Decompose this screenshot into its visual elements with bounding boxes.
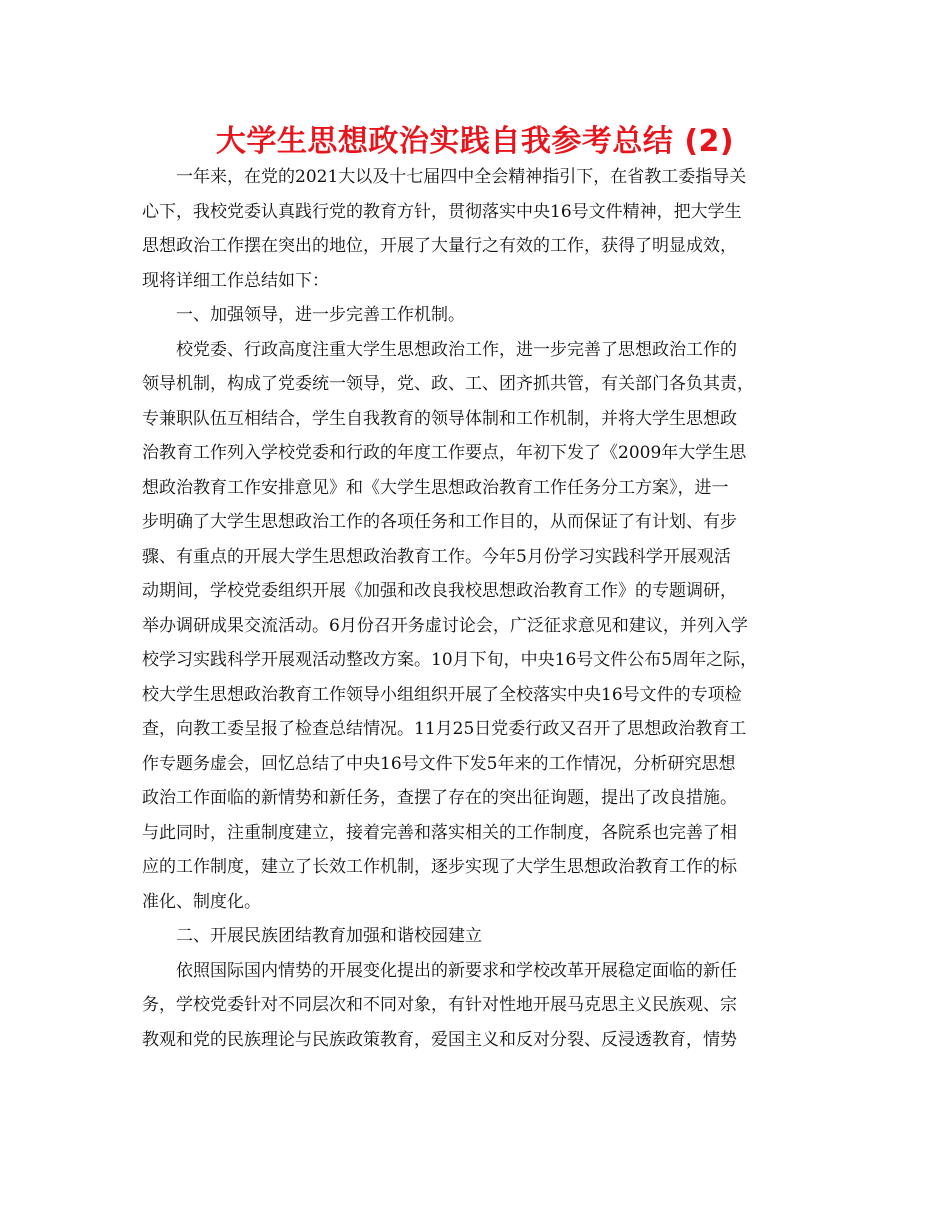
text-line: 思想政治工作摆在突出的地位，开展了大量行之有效的工作，获得了明显成效， xyxy=(142,236,737,256)
text-line: 教观和党的民族理论与民族政策教育，爱国主义和反对分裂、反浸透教育，情势 xyxy=(142,1029,737,1050)
text-line: 一、加强领导，进一步完善工作机制。 xyxy=(176,305,465,325)
document-title: 大学生思想政治实践自我参考总结 (2) xyxy=(215,124,735,159)
text-line: 查，向教工委呈报了检查总结情况。11月25日党委行政又召开了思想政治教育工 xyxy=(142,719,747,739)
text-line: 心下，我校党委认真践行党的教育方针，贯彻落实中央16号文件精神，把大学生 xyxy=(142,201,742,222)
text-line: 应的工作制度，建立了长效工作机制，逐步实现了大学生思想政治教育工作的标 xyxy=(142,857,737,877)
text-line: 一年来，在党的2021大以及十七届四中全会精神指引下，在省教工委指导关 xyxy=(176,167,747,187)
text-line: 想政治教育工作安排意见》和《大学生思想政治教育工作任务分工方案》，进一 xyxy=(142,477,729,498)
text-line: 依照国际国内情势的开展变化提出的新要求和学校改革开展稳定面临的新任 xyxy=(176,960,737,981)
text-line: 校大学生思想政治教育工作领导小组组织开展了全校落实中央16号文件的专项检 xyxy=(142,684,742,705)
text-line: 校学习实践科学开展观活动整改方案。10月下旬，中央16号文件公布5周年之际， xyxy=(142,650,758,670)
text-line: 治教育工作列入学校党委和行政的年度工作要点，年初下发了《2009年大学生思 xyxy=(142,443,747,463)
text-line: 政治工作面临的新情势和新任务，查摆了存在的突出征询题，提出了改良措施。 xyxy=(142,788,737,808)
text-line: 二、开展民族团结教育加强和谐校园建立 xyxy=(176,926,482,946)
text-line: 务，学校党委针对不同层次和不同对象，有针对性地开展马克思主义民族观、宗 xyxy=(142,995,737,1015)
text-line: 校党委、行政高度注重大学生思想政治工作，进一步完善了思想政治工作的 xyxy=(176,339,737,360)
text-line: 举办调研成果交流活动。6月份召开务虚讨论会，广泛征求意见和建议，并列入学 xyxy=(142,615,748,636)
document-body xyxy=(142,160,810,1057)
text-line: 步明确了大学生思想政治工作的各项任务和工作目的，从而保证了有计划、有步 xyxy=(142,512,737,532)
text-line: 骤、有重点的开展大学生思想政治教育工作。今年5月份学习实践科学开展观活 xyxy=(142,546,731,567)
text-line: 专兼职队伍互相结合，学生自我教育的领导体制和工作机制，并将大学生思想政 xyxy=(142,408,737,429)
text-line: 作专题务虚会，回忆总结了中央16号文件下发5年来的工作情况，分析研究思想 xyxy=(142,753,736,774)
text-line: 现将详细工作总结如下： xyxy=(142,270,329,291)
text-line: 动期间，学校党委组织开展《加强和改良我校思想政治教育工作》的专题调研， xyxy=(142,581,737,601)
text-line: 与此同时，注重制度建立，接着完善和落实相关的工作制度，各院系也完善了相 xyxy=(142,822,737,843)
text-line: 领导机制，构成了党委统一领导，党、政、工、团齐抓共管，有关部门各负其责， xyxy=(142,374,754,394)
text-line: 准化、制度化。 xyxy=(142,891,261,912)
